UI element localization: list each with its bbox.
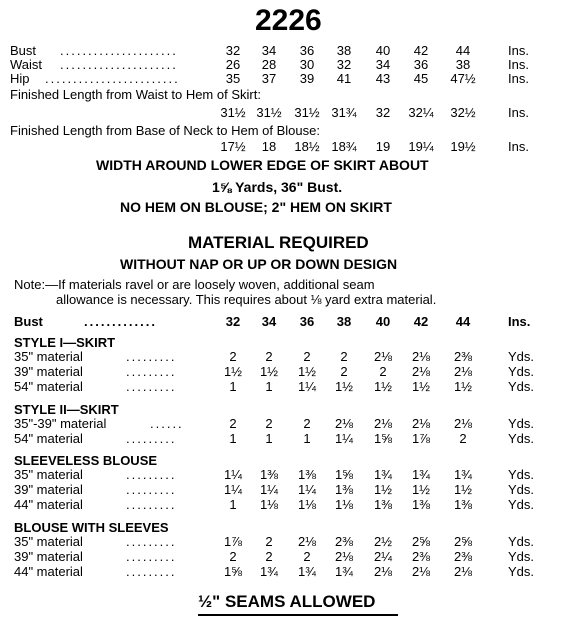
yardage-value: 1⅜ [334, 482, 354, 497]
bust-value: 44 [455, 43, 471, 58]
yds-unit: Yds. [508, 379, 535, 394]
yardage-value: 2 [229, 549, 237, 564]
yds-unit: Yds. [508, 564, 535, 579]
yardage-value: 1½ [334, 379, 354, 394]
size-header: 40 [375, 314, 391, 329]
unit-label: Ins. [508, 139, 529, 154]
row-label: 54" material [14, 431, 83, 446]
row-label: 39" material [14, 549, 83, 564]
yardage-value: 2 [303, 416, 311, 431]
yds-unit: Yds. [508, 467, 535, 482]
leader-dots: ......... [126, 564, 177, 579]
yardage-value: 1⅜ [259, 467, 279, 482]
leader-dots: ...... [150, 416, 184, 431]
hip-value: 43 [375, 71, 391, 86]
hip-value: 47½ [450, 71, 476, 86]
blouse-length-value: 19 [375, 139, 391, 154]
bust-value: 36 [299, 43, 315, 58]
yardage-value: 1 [265, 431, 273, 446]
footer-underline [198, 614, 398, 616]
yardage-value: 1¾ [411, 467, 431, 482]
skirt-length-value: 32½ [450, 105, 476, 120]
yardage-value: 2⅛ [411, 364, 431, 379]
yardage-value: 1⅞ [223, 534, 243, 549]
hip-value: 37 [261, 71, 277, 86]
bust-value: 32 [225, 43, 241, 58]
bust-value: 38 [336, 43, 352, 58]
yardage-value: 2 [379, 364, 387, 379]
yds-unit: Yds. [508, 349, 535, 364]
unit-label: Ins. [508, 71, 529, 86]
yardage-value: 2 [340, 364, 348, 379]
yardage-value: 2⅛ [411, 416, 431, 431]
unit-label: Ins. [508, 105, 529, 120]
yardage-value: 2⅜ [453, 349, 473, 364]
yardage-value: 1 [229, 379, 237, 394]
blouse-length-value: 19½ [450, 139, 476, 154]
waist-value: 30 [299, 57, 315, 72]
yardage-value: 2⅛ [411, 564, 431, 579]
leader-dots: ......... [126, 467, 177, 482]
yardage-value: 1⅝ [223, 564, 243, 579]
row-label: 39" material [14, 482, 83, 497]
yardage-value: 1¼ [297, 482, 317, 497]
width-heading: WIDTH AROUND LOWER EDGE OF SKIRT ABOUT [96, 157, 429, 173]
note-line-1: Note:—If materials ravel or are loosely woven, additional seam [14, 277, 375, 292]
yardage-value: 2½ [373, 534, 393, 549]
yardage-value: 1 [265, 379, 273, 394]
yardage-value: 2⅜ [334, 534, 354, 549]
waist-label: Waist [10, 57, 43, 72]
yardage-value: 1½ [453, 379, 473, 394]
yardage-value: 2 [265, 534, 273, 549]
blouse-length-label: Finished Length from Base of Neck to Hem of Blouse: [10, 123, 320, 138]
yardage-value: 1⅜ [297, 467, 317, 482]
hem-note: NO HEM ON BLOUSE; 2" HEM ON SKIRT [120, 199, 392, 215]
hip-value: 39 [299, 71, 315, 86]
leader-dots: ......... [126, 549, 177, 564]
blouse-length-value: 19¼ [408, 139, 434, 154]
hip-label: Hip [10, 71, 30, 86]
yardage-value: 2⅛ [334, 416, 354, 431]
leader-dots: ......... [126, 349, 177, 364]
size-row-label: Bust [14, 314, 43, 329]
yardage-value: 1⅜ [411, 497, 431, 512]
section-title: STYLE I—SKIRT [14, 335, 116, 350]
leader-dots: ......... [126, 431, 177, 446]
row-label: 35" material [14, 534, 83, 549]
bust-label: Bust [10, 43, 37, 58]
yardage-value: 1¾ [453, 467, 473, 482]
skirt-length-value: 31½ [294, 105, 320, 120]
row-label: 35"-39" material [14, 416, 107, 431]
skirt-length-value: 31¾ [331, 105, 357, 120]
size-header: 32 [225, 314, 241, 329]
size-header: 44 [455, 314, 471, 329]
yardage-value: 1⅛ [297, 497, 317, 512]
bust-value: 42 [413, 43, 429, 58]
yardage-value: 1¾ [259, 564, 279, 579]
yds-unit: Yds. [508, 416, 535, 431]
yardage-value: 2⅛ [373, 416, 393, 431]
yardage-value: 2⅝ [453, 534, 473, 549]
yardage-value: 2⅛ [334, 549, 354, 564]
yardage-value: 2 [265, 416, 273, 431]
yardage-value: 2 [229, 349, 237, 364]
yardage-value: 1½ [373, 379, 393, 394]
size-header: 38 [336, 314, 352, 329]
leader-dots: ......... [126, 482, 177, 497]
yardage-value: 1¾ [334, 564, 354, 579]
yardage-value: 2⅛ [373, 349, 393, 364]
yardage-value: 2 [265, 549, 273, 564]
yardage-value: 1⅝ [373, 431, 393, 446]
yardage-value: 1½ [259, 364, 279, 379]
blouse-length-value: 18¾ [331, 139, 357, 154]
yardage-value: 1⅜ [373, 497, 393, 512]
waist-value: 36 [413, 57, 429, 72]
yardage-value: 2⅜ [411, 549, 431, 564]
skirt-length-value: 32 [375, 105, 391, 120]
row-label: 44" material [14, 497, 83, 512]
yardage-value: 1 [229, 497, 237, 512]
note-line-2: allowance is necessary. This requires about ⅛ yard extra material. [56, 292, 437, 307]
yardage-value: 1¼ [223, 467, 243, 482]
leader-dots: ........................ [45, 71, 180, 86]
yardage-value: 2⅛ [453, 564, 473, 579]
seams-allowed-footer: ½" SEAMS ALLOWED [198, 592, 376, 611]
yds-unit: Yds. [508, 482, 535, 497]
pattern-number: 2226 [255, 4, 322, 37]
yardage-value: 2⅛ [453, 364, 473, 379]
waist-value: 26 [225, 57, 241, 72]
yardage-value: 1¼ [297, 379, 317, 394]
skirt-length-value: 32¼ [408, 105, 434, 120]
yardage-value: 1⅛ [334, 497, 354, 512]
yardage-value: 2⅛ [453, 416, 473, 431]
section-title: SLEEVELESS BLOUSE [14, 453, 158, 468]
yardage-value: 2 [303, 549, 311, 564]
section-title: BLOUSE WITH SLEEVES [14, 520, 169, 535]
yds-unit: Yds. [508, 431, 535, 446]
leader-dots: ............. [84, 314, 157, 329]
yardage-value: 2 [265, 349, 273, 364]
yardage-value: 2 [229, 416, 237, 431]
size-header: 36 [299, 314, 315, 329]
yardage-value: 1½ [223, 364, 243, 379]
row-label: 35" material [14, 467, 83, 482]
width-value: 1⅝ Yards, 36" Bust. [212, 179, 343, 195]
yardage-value: 1⅜ [453, 497, 473, 512]
yardage-value: 2⅛ [373, 564, 393, 579]
material-heading: MATERIAL REQUIRED [188, 233, 369, 252]
yardage-value: 2⅝ [411, 534, 431, 549]
yardage-value: 2⅛ [411, 349, 431, 364]
hip-value: 35 [225, 71, 241, 86]
waist-value: 32 [336, 57, 352, 72]
leader-dots: ......... [126, 379, 177, 394]
section-title: STYLE II—SKIRT [14, 402, 119, 417]
waist-value: 28 [261, 57, 277, 72]
yardage-value: 1¼ [223, 482, 243, 497]
row-label: 39" material [14, 364, 83, 379]
yardage-value: 1¼ [334, 431, 354, 446]
blouse-length-value: 18 [261, 139, 277, 154]
yardage-value: 1¾ [373, 467, 393, 482]
leader-dots: ......... [126, 364, 177, 379]
skirt-length-value: 31½ [256, 105, 282, 120]
yardage-value: 1⅞ [411, 431, 431, 446]
unit-label: Ins. [508, 314, 531, 329]
bust-value: 40 [375, 43, 391, 58]
blouse-length-value: 18½ [294, 139, 320, 154]
hip-value: 45 [413, 71, 429, 86]
yardage-value: 1½ [453, 482, 473, 497]
waist-value: 34 [375, 57, 391, 72]
unit-label: Ins. [508, 57, 529, 72]
leader-dots: ..................... [60, 57, 178, 72]
yds-unit: Yds. [508, 534, 535, 549]
yardage-value: 1⅝ [334, 467, 354, 482]
yds-unit: Yds. [508, 497, 535, 512]
yardage-value: 1½ [373, 482, 393, 497]
yardage-value: 1⅛ [259, 497, 279, 512]
leader-dots: ......... [126, 497, 177, 512]
yardage-value: 1¾ [297, 564, 317, 579]
leader-dots: ..................... [60, 43, 178, 58]
size-header: 34 [261, 314, 277, 329]
yardage-value: 1½ [411, 482, 431, 497]
size-header: 42 [413, 314, 429, 329]
unit-label: Ins. [508, 43, 529, 58]
material-subheading: WITHOUT NAP OR UP OR DOWN DESIGN [120, 256, 398, 272]
yardage-value: 1½ [411, 379, 431, 394]
yardage-value: 2 [340, 349, 348, 364]
yds-unit: Yds. [508, 364, 535, 379]
yardage-value: 1½ [297, 364, 317, 379]
yardage-value: 2⅜ [453, 549, 473, 564]
yardage-value: 1 [303, 431, 311, 446]
skirt-length-value: 31½ [220, 105, 246, 120]
row-label: 35" material [14, 349, 83, 364]
yardage-value: 1¼ [259, 482, 279, 497]
yardage-value: 2¼ [373, 549, 393, 564]
bust-value: 34 [261, 43, 277, 58]
hip-value: 41 [336, 71, 352, 86]
blouse-length-value: 17½ [220, 139, 246, 154]
yardage-value: 2 [303, 349, 311, 364]
yardage-value: 2⅛ [297, 534, 317, 549]
yardage-value: 1 [229, 431, 237, 446]
waist-value: 38 [455, 57, 471, 72]
row-label: 54" material [14, 379, 83, 394]
yds-unit: Yds. [508, 549, 535, 564]
yardage-value: 2 [459, 431, 467, 446]
skirt-length-label: Finished Length from Waist to Hem of Skirt: [10, 87, 261, 102]
leader-dots: ......... [126, 534, 177, 549]
row-label: 44" material [14, 564, 83, 579]
